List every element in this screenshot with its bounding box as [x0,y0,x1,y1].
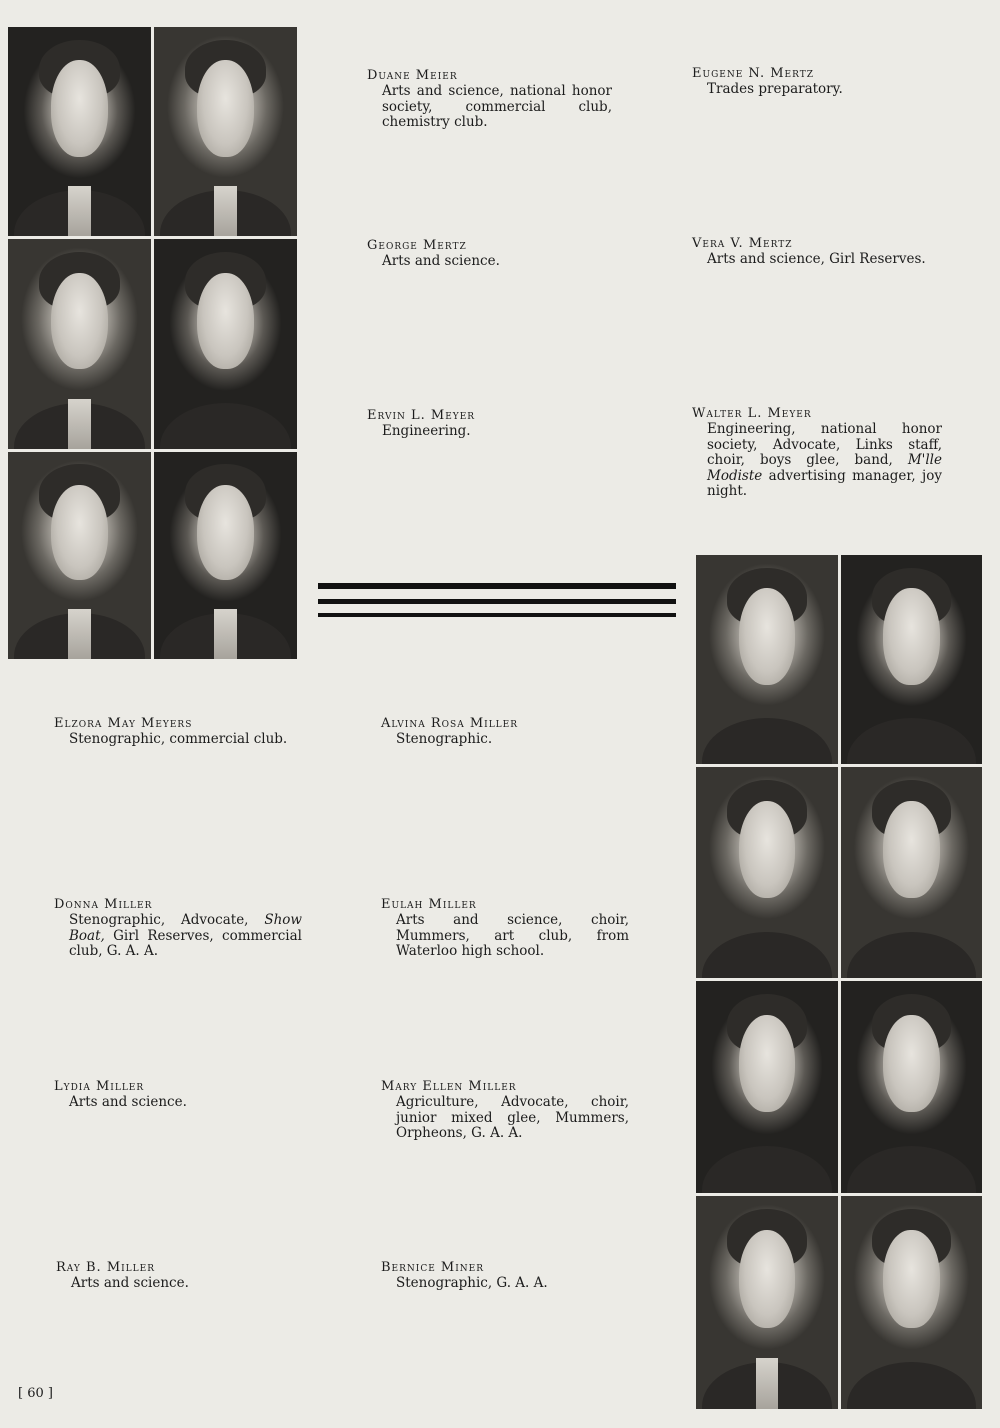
portrait-ervin-meyer [8,452,151,659]
student-activities: Trades preparatory. [707,81,843,97]
entry-bernice-miner [381,1260,629,1292]
student-name: Mary Ellen Miller [381,1079,517,1094]
portrait-eulah-miller [841,767,982,978]
student-name: Ervin L. Meyer [367,408,476,423]
student-name: Walter L. Meyer [692,406,812,421]
student-activities: Arts and science. [71,1275,189,1291]
entry-ervin-meyer [367,408,612,440]
student-activities: Agriculture, Advocate, choir, junior mixed glee, Mummers, Orpheons, G. A. A. [396,1094,629,1141]
student-name: Vera V. Mertz [692,236,793,251]
student-name: Lydia Miller [54,1079,145,1094]
student-activities: Arts and science, national honor society, commercial club, chemistry club. [382,83,612,130]
student-name: Alvina Rosa Miller [381,716,518,731]
portrait-walter-meyer [154,452,297,659]
student-name: Eugene N. Mertz [692,66,814,81]
entry-eulah-miller [381,897,629,960]
entry-george-mertz [367,238,612,270]
entry-ray-miller [56,1260,304,1292]
portrait-duane-meier [8,27,151,236]
entry-mary-ellen-miller [381,1079,629,1142]
decorative-rules [318,583,676,625]
student-activities: Arts and science, choir, Mummers, art club, from Waterloo high school. [396,912,629,959]
portrait-donna-miller [696,767,838,978]
portrait-lydia-miller [696,981,838,1193]
student-name: Eulah Miller [381,897,477,912]
student-name: Bernice Miner [381,1260,485,1275]
entry-walter-meyer [692,406,942,500]
student-activities: Stenographic, commercial club. [69,731,288,747]
student-name: George Mertz [367,238,467,253]
entry-donna-miller [54,897,302,960]
portrait-eugene-mertz [154,27,297,236]
student-activities: Arts and science. [69,1094,187,1110]
portrait-vera-mertz [154,239,297,449]
student-name: Duane Meier [367,68,458,83]
page-number: [ 60 ] [18,1386,53,1401]
portrait-bernice-miner [841,1196,982,1409]
student-activities: Stenographic. [396,731,493,747]
portrait-george-mertz [8,239,151,449]
student-activities: Stenographic, G. A. A. [396,1275,548,1291]
student-activities: Engineering. [382,423,471,439]
portrait-mary-ellen-miller [841,981,982,1193]
student-name: Elzora May Meyers [54,716,193,731]
entry-eugene-mertz [692,66,942,98]
student-activities: Engineering, national honor society, Advocate, Links staff, choir, boys glee, band, M'lle Modiste advertising manager, joy night. [707,421,942,499]
portrait-elzora-meyers [696,555,838,764]
portrait-alvina-miller [841,555,982,764]
portrait-ray-miller [696,1196,838,1409]
entry-alvina-miller [381,716,631,748]
student-activities: Stenographic, Advocate, Show Boat, Girl Reserves, commercial club, G. A. A. [69,912,302,959]
entry-duane-meier [367,68,612,131]
entry-elzora-meyers [54,716,304,748]
student-name: Donna Miller [54,897,153,912]
entry-vera-mertz [692,236,942,268]
student-activities: Arts and science, Girl Reserves. [707,251,926,267]
student-name: Ray B. Miller [56,1260,155,1275]
student-activities: Arts and science. [382,253,500,269]
entry-lydia-miller [54,1079,302,1111]
